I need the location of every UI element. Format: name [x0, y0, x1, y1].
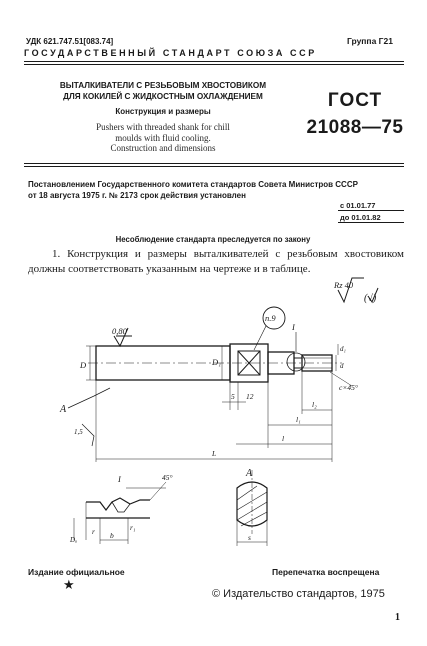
paragraph-1: 1. Конструкция и размеры выталкивателей с резьбовым хвостовиком должны соответствовать указанным на чертеже и в таблице.: [28, 248, 404, 275]
dim-s: s: [248, 533, 251, 542]
standard-heading: ГОСУДАРСТВЕННЫЙ СТАНДАРТ СОЮЗА ССР: [24, 48, 317, 58]
roughness-other: (√): [364, 293, 377, 304]
dim-12: 12: [246, 392, 254, 401]
dim-l: l: [282, 434, 285, 443]
title-line-2: ДЛЯ КОКИЛЕЙ С ЖИДКОСТНЫМ ОХЛАЖДЕНИЕМ: [63, 91, 263, 101]
dim-l2: l₂: [312, 400, 317, 409]
udk-code: УДК 621.747.51[083.74]: [26, 37, 114, 46]
decree-line-2: от 18 августа 1975 г. № 2173 срок действия установлен: [28, 191, 246, 200]
legal-warning: Несоблюдение стандарта преследуется по закону: [115, 235, 311, 244]
validity-since: с 01.01.77: [340, 201, 376, 210]
surface-finish-label: 0,80: [112, 326, 127, 336]
detail-label: I: [118, 474, 121, 484]
dim-D1: D₁: [212, 357, 222, 367]
roughness-label: Rz 40: [334, 280, 354, 290]
copyright: © Издательство стандартов, 1975: [212, 588, 385, 600]
detail-profile: [86, 498, 150, 510]
angle-mark: [82, 424, 94, 446]
section-label-2: A: [246, 468, 253, 479]
dim-d1: d₁: [340, 345, 346, 353]
dim-5: 5: [231, 392, 235, 401]
validity-until: до 01.01.82: [340, 213, 381, 222]
dim-l1: l₁: [296, 415, 301, 424]
edition-label: Издание официальное: [28, 567, 125, 577]
dim-chamfer: c×45°: [339, 383, 358, 392]
view-label: I: [292, 322, 295, 332]
reprint-label: Перепечатка воспрещена: [272, 567, 380, 577]
dim-r1: r₁: [130, 523, 136, 532]
english-line-3: Construction and dimensions: [110, 143, 216, 153]
gost-label: ГОСТ: [327, 90, 383, 111]
dim-r: r: [92, 527, 95, 536]
section-label: A: [60, 404, 67, 415]
gost-number: 21088—75: [306, 117, 404, 138]
group-code: Группа Г21: [347, 36, 393, 46]
page-number: 1: [395, 612, 400, 623]
decree-line-1: Постановлением Государственного комитета стандартов Совета Министров СССР: [28, 180, 358, 189]
dim-b: b: [110, 531, 114, 540]
dim-L: L: [212, 449, 217, 458]
angle-45-label: 45°: [162, 473, 173, 482]
section-a-leader: [68, 388, 110, 408]
english-line-1: Pushers with threaded shank for chill: [96, 122, 230, 132]
title-subtitle: Конструкция и размеры: [115, 107, 211, 116]
title-line-1: ВЫТАЛКИВАТЕЛИ С РЕЗЬБОВЫМ ХВОСТОВИКОМ: [59, 81, 267, 90]
star-icon: ★: [63, 577, 75, 592]
english-line-2: moulds with fluid cooling.: [115, 132, 211, 143]
dim-d: d: [340, 362, 344, 370]
note-ref-label: п.9: [265, 313, 276, 323]
dim-D: D: [80, 360, 87, 370]
dim-Da: Dₐ: [70, 536, 78, 544]
angle-label: 1,5: [74, 428, 83, 436]
